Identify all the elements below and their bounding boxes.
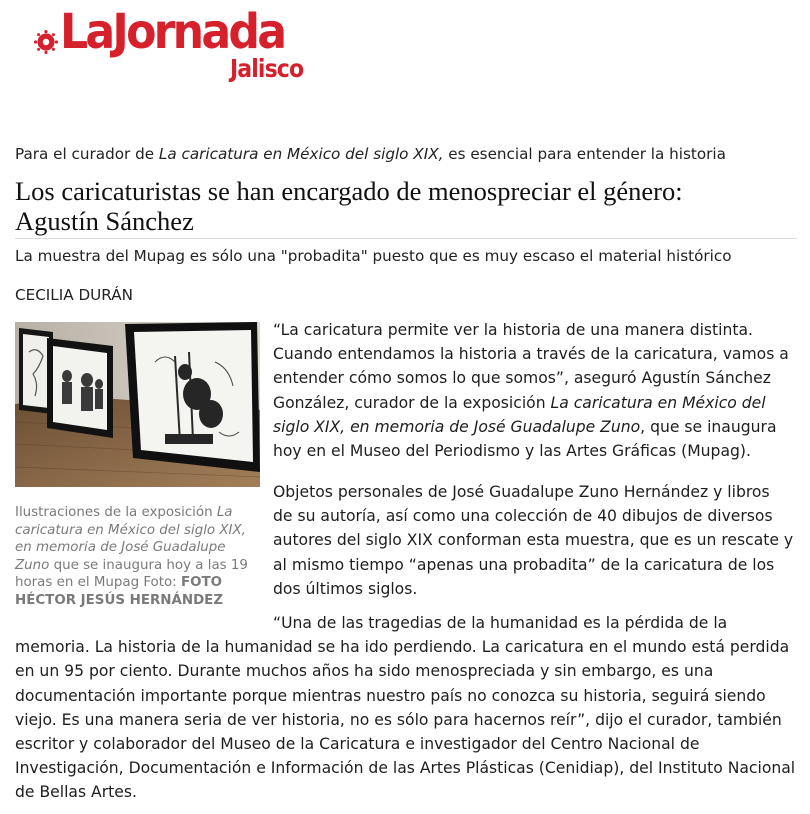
paragraph-line: hoy en el Museo del Periodismo y las Artes Gráficas (Mupag).: [273, 442, 751, 461]
article-paragraph: [273, 480, 801, 601]
photo-credit: FOTO: [180, 575, 223, 590]
paragraph-line: viejo. Es una manera seria de ver historia, no es sólo para hacernos reír”, dijo el curador, también: [15, 710, 782, 729]
caption-line: [15, 557, 260, 575]
headline-line: Agustín Sánchez: [15, 206, 194, 236]
exhibit-title: La caricatura en México del: [550, 393, 766, 412]
photo-caption: [15, 504, 260, 609]
article-headline: [15, 176, 805, 236]
logo-edition: Jalisco: [230, 54, 304, 83]
paragraph-line: de Bellas Artes.: [15, 783, 137, 802]
caption-line: [15, 522, 260, 540]
paragraph-text: González, curador de la exposición: [273, 393, 551, 412]
paragraph-line: Investigación, Documentación e Información de las Artes Plásticas (Cenidiap), del Instituto Nacional: [15, 759, 796, 778]
caption-line: [15, 504, 260, 522]
photo-credit: HÉCTOR JESÚS HERNÁNDEZ: [15, 592, 224, 608]
paragraph-line: entender cómo somos lo que somos”, aseguró Agustín Sánchez: [273, 369, 771, 388]
caption-title: La: [216, 505, 233, 520]
paragraph-line: Objetos personales de José Guadalupe Zuno Hernández y libros: [273, 483, 770, 501]
kicker-text: Para el curador de: [15, 145, 159, 163]
exhibition-photo: [15, 322, 260, 487]
paragraph-line: escritor y colaborador del Museo de la Caricatura e investigador del Centro Nacional de: [15, 735, 700, 754]
paragraph-line: autores del siglo XIX conforman esta muestra, que es un rescate y: [273, 531, 794, 550]
caption-text: horas en el Mupag Foto:: [15, 575, 181, 590]
paragraph-line: en un 95 por ciento. Durante muchos años ha sido menospreciada y sin embargo, es una: [15, 662, 714, 681]
headline-divider: [15, 238, 797, 239]
paragraph-line: documentación importante porque mientras nuestro país no conozca su historia, seguirá siendo: [15, 686, 766, 705]
caption-title: Zuno: [15, 557, 50, 573]
caption-text: que se inaugura hoy a las 19: [49, 557, 248, 573]
paragraph-line: de su autoría, así como una colección de 40 dibujos de diversos: [273, 507, 773, 526]
headline-line: Los caricaturistas se han encargado de menospreciar el género:: [15, 176, 683, 206]
paragraph-line: memoria. La historia de la humanidad se ha ido perdiendo. La caricatura en el mundo está perdida: [15, 638, 790, 657]
newspaper-logo[interactable]: [34, 4, 344, 88]
paragraph-text: , que se inaugura: [640, 417, 777, 436]
paragraph-line: Cuando entendamos la historia a través de la caricatura, vamos a: [273, 345, 789, 364]
caption-line: [15, 592, 260, 610]
paragraph-line: “Una de las tragedias de la humanidad es la pérdida de la: [273, 614, 728, 632]
logo-wordmark: LaJornada: [60, 4, 285, 60]
sun-emblem-icon: [34, 30, 58, 54]
paragraph-line: “La caricatura permite ver la historia de una manera distinta.: [273, 321, 754, 339]
paragraph-line: [273, 391, 801, 415]
article-paragraph: [15, 611, 805, 805]
exhibit-title: siglo XIX, en memoria de José Guadalupe Zuno: [273, 417, 641, 436]
caption-title: caricatura en México del siglo XIX,: [15, 522, 246, 538]
caption-line: [15, 574, 260, 592]
article-paragraph: [273, 318, 801, 463]
caption-title: en memoria de José Guadalupe: [15, 540, 226, 555]
paragraph-line: al mismo tiempo “apenas una probadita” de la caricatura de los: [273, 555, 775, 574]
caption-text: Ilustraciones de la exposición: [15, 505, 217, 520]
paragraph-line: [273, 415, 801, 439]
article-kicker: [15, 144, 805, 164]
article-byline: CECILIA DURÁN: [15, 286, 133, 304]
article-subhead: La muestra del Mupag es sólo una "probadita" puesto que es muy escaso el material histórico: [15, 247, 732, 265]
paragraph-line: dos últimos siglos.: [273, 579, 418, 598]
kicker-text-end: es esencial para entender la historia: [443, 145, 726, 163]
kicker-exhibit-title: La caricatura en México del siglo XIX,: [158, 145, 444, 163]
caption-line: [15, 539, 260, 557]
